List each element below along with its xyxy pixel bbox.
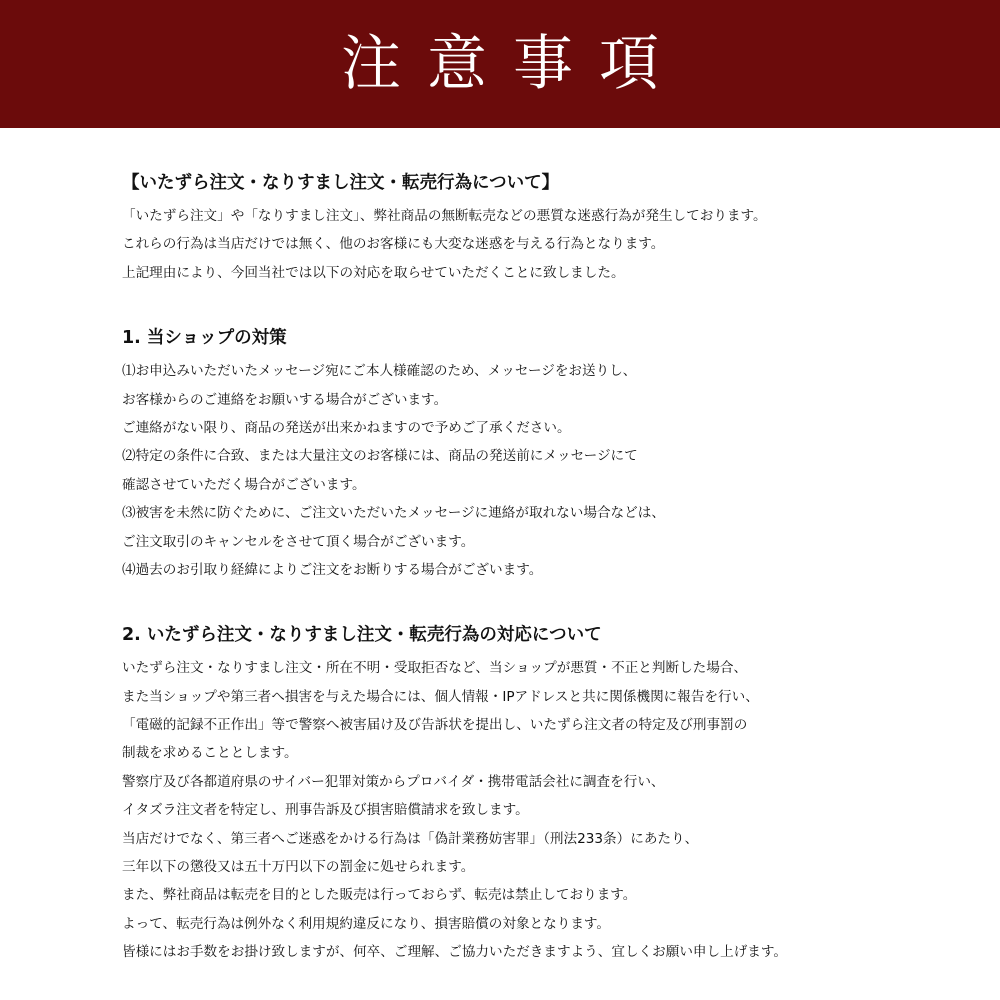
section2-line: 制裁を求めることとします。 xyxy=(122,745,298,762)
notice-content xyxy=(122,168,982,967)
section1-heading: 1. 当ショップの対策 xyxy=(122,328,287,349)
section2-line: また、弊社商品は転売を目的とした販売は行っておらず、転売は禁止しております。 xyxy=(122,887,637,904)
intro-line: これらの行為は当店だけでは無く、他のお客様にも大変な迷惑を与える行為となります。 xyxy=(122,236,665,253)
section2-line: 当店だけでなく、第三者へご迷惑をかける行為は「偽計業務妨害罪」（刑法233条）にあたり、 xyxy=(122,830,699,847)
section2-line: イタズラ注文者を特定し、刑事告訴及び損害賠償請求を致します。 xyxy=(122,802,529,819)
section2-line: また当ショップや第三者へ損害を与えた場合には、個人情報・IPアドレスと共に関係機関に報告を行い、 xyxy=(122,688,759,705)
section2-line: よって、転売行為は例外なく利用規約違反になり、損害賠償の対象となります。 xyxy=(122,915,611,932)
section1-line: ⑷過去のお引取り経緯によりご注文をお断りする場合がございます。 xyxy=(122,561,543,578)
section2-line: 「電磁的記録不正作出」等で警察へ被害届け及び告訴状を提出し、いたずら注文者の特定及び刑事罰の xyxy=(122,717,748,734)
section2-heading: 2. いたずら注文・なりすまし注文・転売行為の対応について xyxy=(122,625,602,646)
section2-line: いたずら注文・なりすまし注文・所在不明・受取拒否など、当ショップが悪質・不正と判断した場合、 xyxy=(122,660,748,677)
intro-body xyxy=(122,202,982,287)
intro-line: 上記理由により、今回当社では以下の対応を取らせていただくことに致しました。 xyxy=(122,264,625,281)
section2-line: 警察庁及び各都道府県のサイバー犯罪対策からプロバイダ・携帯電話会社に調査を行い、 xyxy=(122,773,665,790)
intro-line: 「いたずら注文」や「なりすまし注文」、弊社商品の無断転売などの悪質な迷惑行為が発生しております。 xyxy=(122,208,767,224)
section1-line: ⑵特定の条件に合致、または大量注文のお客様には、商品の発送前にメッセージにて xyxy=(122,448,638,465)
section1-line: お客様からのご連絡をお願いする場合がございます。 xyxy=(122,391,448,408)
section1-body xyxy=(122,357,982,584)
section1-line: ご注文取引のキャンセルをさせて頂く場合がございます。 xyxy=(122,533,475,550)
intro-heading: 【いたずら注文・なりすまし注文・転売行為について】 xyxy=(122,173,560,193)
section2-line: 皆様にはお手数をお掛け致しますが、何卒、ご理解、ご協力いただきますよう、宜しくお願い申し上げます。 xyxy=(122,944,788,961)
section1-line: ⑴お申込みいただいたメッセージ宛にご本人様確認のため、メッセージをお送りし、 xyxy=(122,363,637,380)
section2-line: 三年以下の懲役又は五十万円以下の罰金に処せられます。 xyxy=(122,859,475,876)
page-title: 注意事項 xyxy=(341,29,685,99)
section2-body xyxy=(122,654,982,966)
section1-line: ⑶被害を未然に防ぐために、ご注文いただいたメッセージに連絡が取れない場合などは、 xyxy=(122,505,665,522)
section1-line: ご連絡がない限り、商品の発送が出来かねますので予めご了承ください。 xyxy=(122,419,571,436)
section1-line: 確認させていただく場合がございます。 xyxy=(122,476,366,493)
header-banner xyxy=(0,0,1000,128)
